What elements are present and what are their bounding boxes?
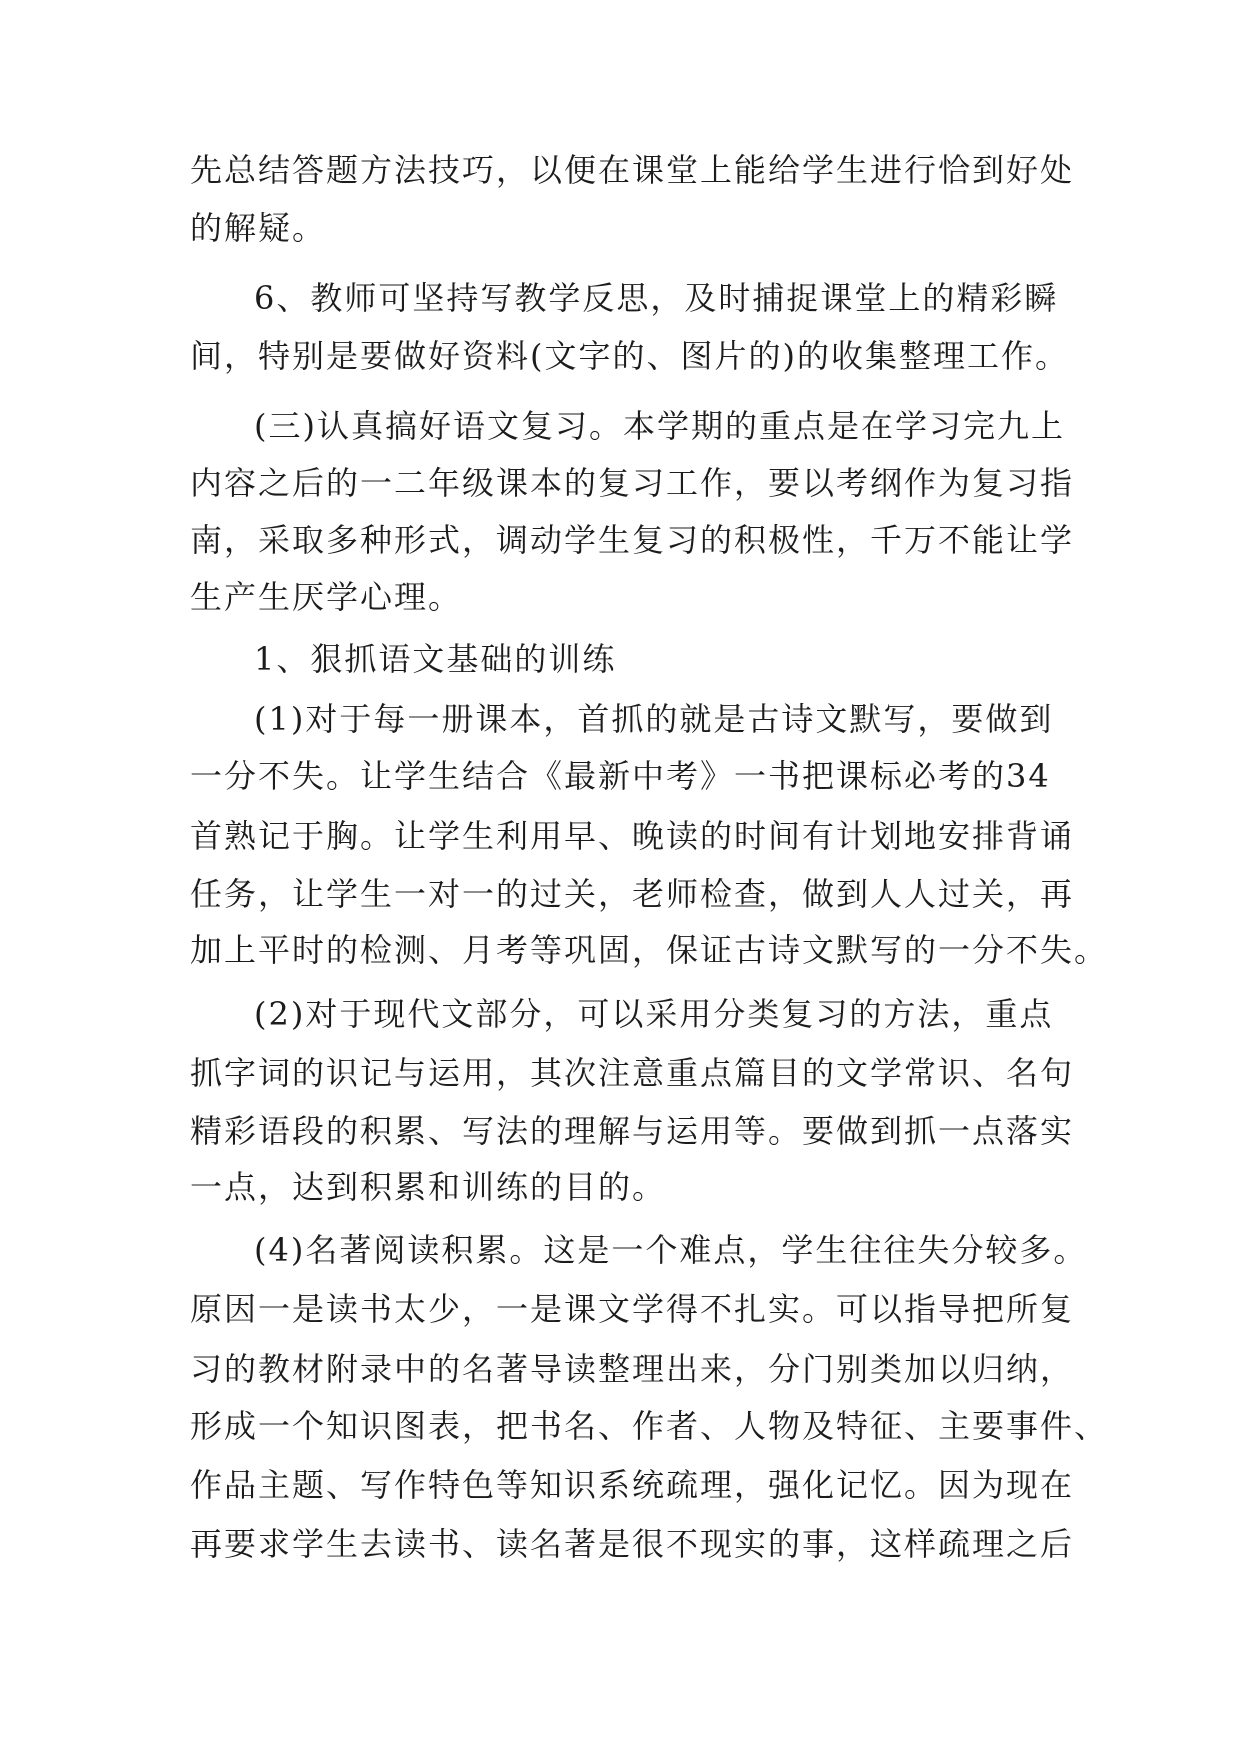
text-line: (2)对于现代文部分，可以采用分类复习的方法，重点 [254,995,1054,1033]
text-line: 任务，让学生一对一的过关，老师检查，做到人人过关，再 [190,875,1075,913]
text-line: (1)对于每一册课本，首抓的就是古诗文默写，要做到 [254,700,1054,738]
text-line: 先总结答题方法技巧，以便在课堂上能给学生进行恰到好处 [190,151,1075,189]
text-line: 作品主题、写作特色等知识系统疏理，强化记忆。因为现在 [190,1466,1075,1504]
text-line: 1、狠抓语文基础的训练 [254,640,617,678]
text-line: 的解疑。 [190,209,327,247]
text-line: 精彩语段的积累、写法的理解与运用等。要做到抓一点落实 [190,1112,1075,1150]
text-line: 首熟记于胸。让学生利用早、晚读的时间有计划地安排背诵 [190,817,1075,855]
text-line: 间，特别是要做好资料(文字的、图片的)的收集整理工作。 [190,337,1069,375]
text-line: 再要求学生去读书、读名著是很不现实的事，这样疏理之后 [190,1525,1075,1563]
text-line: (4)名著阅读积累。这是一个难点，学生往往失分较多。 [254,1231,1088,1269]
text-line: 内容之后的一二年级课本的复习工作，要以考纲作为复习指 [190,464,1075,502]
text-line: 加上平时的检测、月考等巩固，保证古诗文默写的一分不失。 [190,931,1109,969]
text-line: 一点，达到积累和训练的目的。 [190,1168,667,1206]
text-line: 一分不失。让学生结合《最新中考》一书把课标必考的34 [190,757,1051,795]
text-line: 6、教师可坚持写教学反思，及时捕捉课堂上的精彩瞬 [254,279,1059,317]
text-line: 习的教材附录中的名著导读整理出来，分门别类加以归纳， [190,1350,1075,1388]
text-line: 抓字词的识记与运用，其次注意重点篇目的文学常识、名句 [190,1054,1075,1092]
text-line: 原因一是读书太少，一是课文学得不扎实。可以指导把所复 [190,1290,1075,1328]
text-line: 生产生厌学心理。 [190,578,463,616]
text-line: 南，采取多种形式，调动学生复习的积极性，千万不能让学 [190,521,1075,559]
text-line: (三)认真搞好语文复习。本学期的重点是在学习完九上 [254,407,1065,445]
text-line: 形成一个知识图表，把书名、作者、人物及特征、主要事件、 [190,1407,1109,1445]
